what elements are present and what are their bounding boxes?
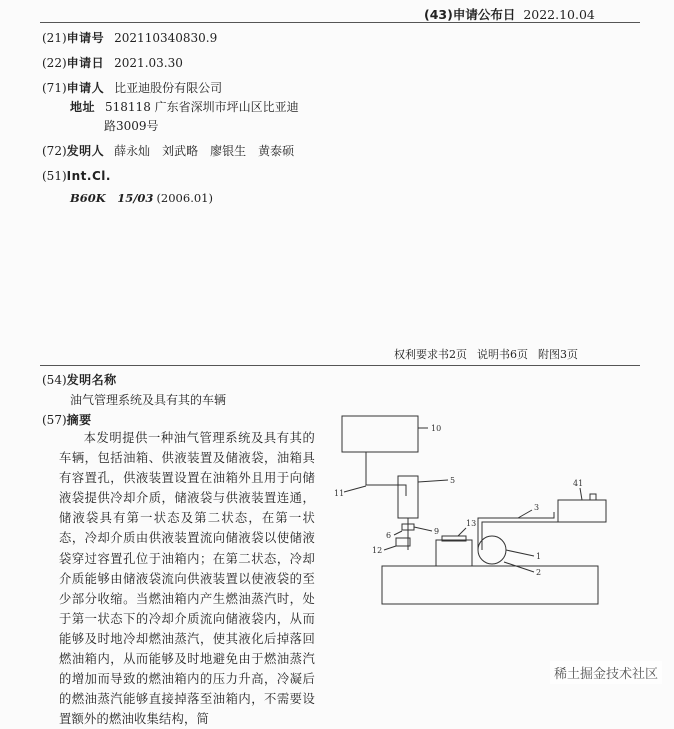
leader-41 (580, 488, 582, 500)
label-6: 6 (386, 531, 392, 540)
header-rule (40, 22, 640, 23)
field-code: (21) (42, 31, 67, 45)
pipe-3 (478, 512, 554, 550)
diagram-labels (334, 424, 583, 577)
field-label: 发明人 (66, 144, 105, 158)
field-value: 2021.03.30 (114, 56, 183, 70)
leader-6 (394, 531, 402, 535)
system-diagram (328, 400, 628, 610)
ipc-class: B60K 15/03 (70, 191, 154, 205)
field-application-number (42, 30, 217, 46)
label-2: 2 (536, 568, 542, 577)
field-value: 518118 广东省深圳市坪山区比亚迪 (105, 100, 299, 114)
field-int-cl (42, 168, 121, 184)
field-value: 202110340830.9 (114, 31, 218, 45)
watermark: 稀土掘金技术社区 (550, 661, 662, 684)
field-label: 申请人 (66, 81, 105, 95)
label-13: 13 (466, 519, 477, 528)
invention-title-heading (42, 372, 117, 388)
fuel-tank (382, 566, 598, 604)
leader-2 (504, 562, 534, 572)
abstract-text: 本发明提供一种油气管理系统及具有其的车辆，包括油箱、供液装置及储液袋，油箱具有容置孔，供液装置设置在油箱外且用于向储液袋提供冷却介质，储液袋与供液装置连通，储液袋具有第一状态及第二状态，在第一状态，冷却介质由供液装置流向储液袋以使储液袋穿过容置孔位于油箱内；在第二状态，冷却介质能够由储液袋流向供液装置以使液袋的至少部分收缩。当燃油箱内产生燃油蒸汽时，处于第一状态下的冷却介质流向储液袋内，从而能够及时地冷却燃油蒸汽，使其液化后掉落回燃油箱内，从而能够及时地避免由于燃油蒸汽的增加而导致的燃油箱内的压力升高，冷凝后的燃油蒸汽能够直接掉落至油箱内，不需要设置额外的燃油收集结构，简 (59, 431, 315, 727)
field-address-line2: 路3009号 (104, 119, 159, 133)
component-13 (436, 540, 472, 566)
page-count-drawings: 附图3页 (538, 348, 578, 361)
section-rule (40, 365, 640, 366)
field-label: Int.Cl. (66, 169, 111, 183)
field-value: 比亚迪股份有限公司 (114, 81, 223, 95)
label-9: 9 (434, 527, 440, 536)
pipe-11 (366, 452, 406, 496)
field-address (70, 99, 299, 115)
abstract-heading (42, 412, 92, 428)
publication-date-label: (43)申请公布日 (424, 7, 516, 22)
field-label: 发明名称 (66, 373, 117, 387)
label-12: 12 (372, 546, 383, 555)
field-label: 地址 (70, 100, 96, 114)
tank-41 (558, 500, 606, 522)
field-code: (57) (42, 413, 67, 427)
container-5 (398, 476, 418, 518)
label-3: 3 (534, 503, 540, 512)
ipc-classification (70, 190, 213, 206)
leader-11 (344, 486, 366, 492)
label-1: 1 (536, 552, 542, 561)
field-code: (72) (42, 144, 67, 158)
label-10: 10 (431, 424, 442, 433)
tank-41-cap (590, 494, 596, 500)
invention-title: 油气管理系统及具有其的车辆 (70, 393, 227, 407)
label-5: 5 (450, 476, 456, 485)
field-inventors (42, 143, 294, 159)
field-label: 摘要 (66, 413, 92, 427)
label-11: 11 (334, 489, 345, 498)
field-application-date (42, 55, 183, 71)
publication-date-value: 2022.10.04 (523, 7, 595, 22)
leader-12 (384, 546, 396, 550)
leader-3 (518, 510, 532, 518)
field-label: 申请号 (66, 31, 105, 45)
label-41: 41 (573, 479, 584, 488)
field-code: (54) (42, 373, 67, 387)
field-label: 申请日 (66, 56, 105, 70)
page-count-description: 说明书6页 (477, 348, 528, 361)
field-applicant (42, 80, 222, 96)
leader-1 (506, 550, 534, 556)
supply-device-box (342, 416, 418, 452)
field-code: (71) (42, 81, 67, 95)
field-code: (22) (42, 56, 67, 70)
leader-5 (418, 480, 448, 482)
page-count-claims: 权利要求书2页 (394, 348, 467, 361)
field-code: (51) (42, 169, 67, 183)
ipc-version: (2006.01) (156, 191, 213, 205)
publication-date (424, 5, 595, 23)
leader-13 (458, 528, 466, 536)
page-counts (384, 346, 578, 362)
field-value: 薛永灿 刘武略 廖银生 黄泰硕 (114, 144, 295, 158)
leader-9 (414, 527, 432, 531)
